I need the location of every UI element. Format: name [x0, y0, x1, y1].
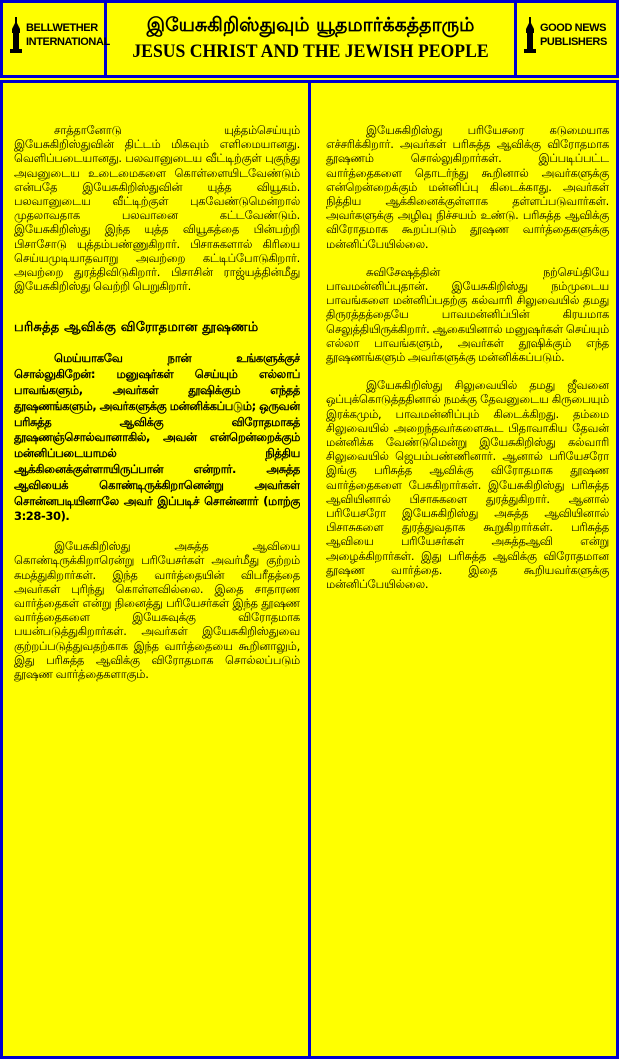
right-paragraph-3: இயேசுகிறிஸ்து சிலுவையில் தமது ஜீவனை ஒப்புக்கொடுத்ததினால் நமக்கு தேவனுடைய கிருபையும் இரக்கமும், பாவமன்னிப்பும் கிடைக்கிறது. தம்மை சிலுவையில் அறைந்தவர்களைகூட பிதாவாகிய தேவன் மன்னிக்க வேண்டுமென்று இயேசுகிறிஸ்து கல்வாரி சிலுவையில் ஜெபம்பண்ணினார். ஆனால் பரியேசரோ இங்கு பரிசுத்த ஆவிக்கு விரோதமாக தூஷண வார்த்தைகளை பேசுகிறார்கள். இயேசுகிறிஸ்து பரிசுத்த ஆவியினால் பிசாசுகளை துரத்துகிறார். ஆனால் பரியேசரோ இயேசுகிறிஸ்து அசுத்த ஆவியினால் பிசாசுகளை துரத்துவதாக கூறுகிறார்கள். பரிசுத்த ஆவியை பரியேசர்கள் அசுத்தஆவி என்று அழைக்கிறார்கள். இது பரிசுத்த ஆவிக்கு விரோதமான தூஷண வார்த்தை. இதை கூறியவர்களுக்கு மன்னிப்பேயில்லை. [326, 378, 609, 592]
right-column [311, 80, 619, 1059]
right-logo-line1: GOOD NEWS [540, 22, 607, 34]
scripture-quote: மெய்யாகவே நான் உங்களுக்குச் சொல்லுகிறேன்: மனுஷர்கள் செய்யும் எல்லாப் பாவங்களும், அவர்கள் தூஷிக்கும் எந்தத் தூஷணங்களும், அவர்களுக்கு மன்னிக்கப்படும்; ஒருவன் பரிசுத்த ஆவிக்கு விரோதமாகத் தூஷணஞ்சொல்வானாகில், அவன் என்றென்றைக்கும் மன்னிப்படையாமல் நித்திய ஆக்கினைக்குள்ளாயிருப்பான் என்றார். அசுத்த ஆவியைக் கொண்டிருக்கிறானென்று அவர்கள் சொன்னபடியினாலே அவர் இப்படிச் சொன்னார் (மாற்கு 3:28-30). [14, 351, 300, 524]
left-paragraph-1: சாத்தானோடு யுத்தம்செய்யும் இயேசுகிறிஸ்துவின் திட்டம் மிகவும் எளிமையானது. வெளிப்படையானது. பலவானுடைய வீட்டிற்குள் புகுந்து அவனுடைய உடைமைகளை கொள்ளையிடவேண்டும் என்பதே இயேசுகிறிஸ்துவின் யுத்த வியூகம். பலவானுடைய வீட்டிற்குள் புகவேண்டுமென்றால் முதலாவதாக பலவானை கட்டவேண்டும். இயேசுகிறிஸ்து இந்த யுத்த வியூகத்தை பின்பற்றி பிசாசோடு யுத்தம்பண்ணுகிறார். பிசாசுகளால் கிரியை செய்யமுடியாதவாறு அவற்றை கட்டிப்போடுகிறார். அவற்றை துரத்திவிடுகிறார். பிசாசின் ராஜ்யத்தின்மீது இயேசுகிறிஸ்து வெற்றி பெறுகிறார். [14, 123, 300, 294]
right-logo-line2: PUBLISHERS [540, 36, 607, 48]
bellwether-logo [3, 3, 110, 75]
left-paragraph-2: இயேசுகிறிஸ்து அசுத்த ஆவியை கொண்டிருக்கிறாரென்று பரியேசர்கள் அவர்மீது குற்றம் சுமத்துகிறார்கள். இந்த வார்த்தையின் விபரீதத்தை அவர்கள் புரிந்து கொள்ளவில்லை. இதை சாதாரண வார்த்தைகள் என்று நினைத்து பரியேசர்கள் இந்த தூஷண வார்த்தைகளை இயேசுவுக்கு விரோதமாக பயன்படுத்துகிறார்கள். அவர்கள் இயேசுகிறிஸ்துவை குற்றப்படுத்துவதற்காக இந்த வார்த்தையை கூறினாலும், இது பரிசுத்த ஆவிக்கு விரோதமாக சொல்லப்படும் தூஷண வார்த்தைகளாகும். [14, 539, 300, 682]
page-title-tamil: இயேசுகிறிஸ்துவும் யூதமார்க்கத்தாரும் [146, 14, 475, 36]
tower-icon [9, 17, 23, 53]
good-news-logo [514, 3, 616, 75]
right-paragraph-1: இயேசுகிறிஸ்து பரியேசரை கடுமையாக எச்சரிக்கிறார். அவர்கள் பரிசுத்த ஆவிக்கு விரோதமாக தூஷணம் சொல்லுகிறார்கள். இப்படிப்பட்ட வார்த்தைகளை தொடர்ந்து கூறினால் அவர்களுக்கு என்றென்றைக்கும் மன்னிப்பு கிடைக்காது. அவர்கள் நித்திய ஆக்கினைக்குள்ளாக தள்ளப்படுவார்கள். அவர்களுக்கு அழிவு நிச்சயம் உண்டு. பரிசுத்த ஆவிக்கு விரோதமாக கூறப்படும் தூஷண வார்த்தைகளுக்கு மன்னிப்பேயில்லை. [326, 123, 609, 251]
left-logo-line1: BELLWETHER [26, 22, 98, 34]
left-column [0, 80, 311, 1059]
left-logo-line2: INTERNATIONAL [26, 36, 110, 48]
page-title-english: JESUS CHRIST AND THE JEWISH PEOPLE [132, 41, 489, 62]
title-box [107, 3, 514, 75]
section-heading: பரிசுத்த ஆவிக்கு விரோதமான தூஷணம் [14, 320, 259, 336]
tower-icon [523, 17, 537, 53]
right-paragraph-2: சுவிசேஷத்தின் நற்செய்தியே பாவமன்னிப்புதான். இயேசுகிறிஸ்து நம்முடைய பாவங்களை மன்னிப்பதற்கு கல்வாரி சிலுவையில் தமது திருரத்தத்தையே பாவமன்னிப்பின் கிரயமாக செலுத்தியிருக்கிறார். ஆகையினால் மனுஷர்கள் செய்யும் எல்லா பாவங்களும், அவர்கள் தூஷிக்கும் எந்த தூஷணங்களும் அவர்களுக்கு மன்னிக்கப்படும். [326, 264, 609, 365]
